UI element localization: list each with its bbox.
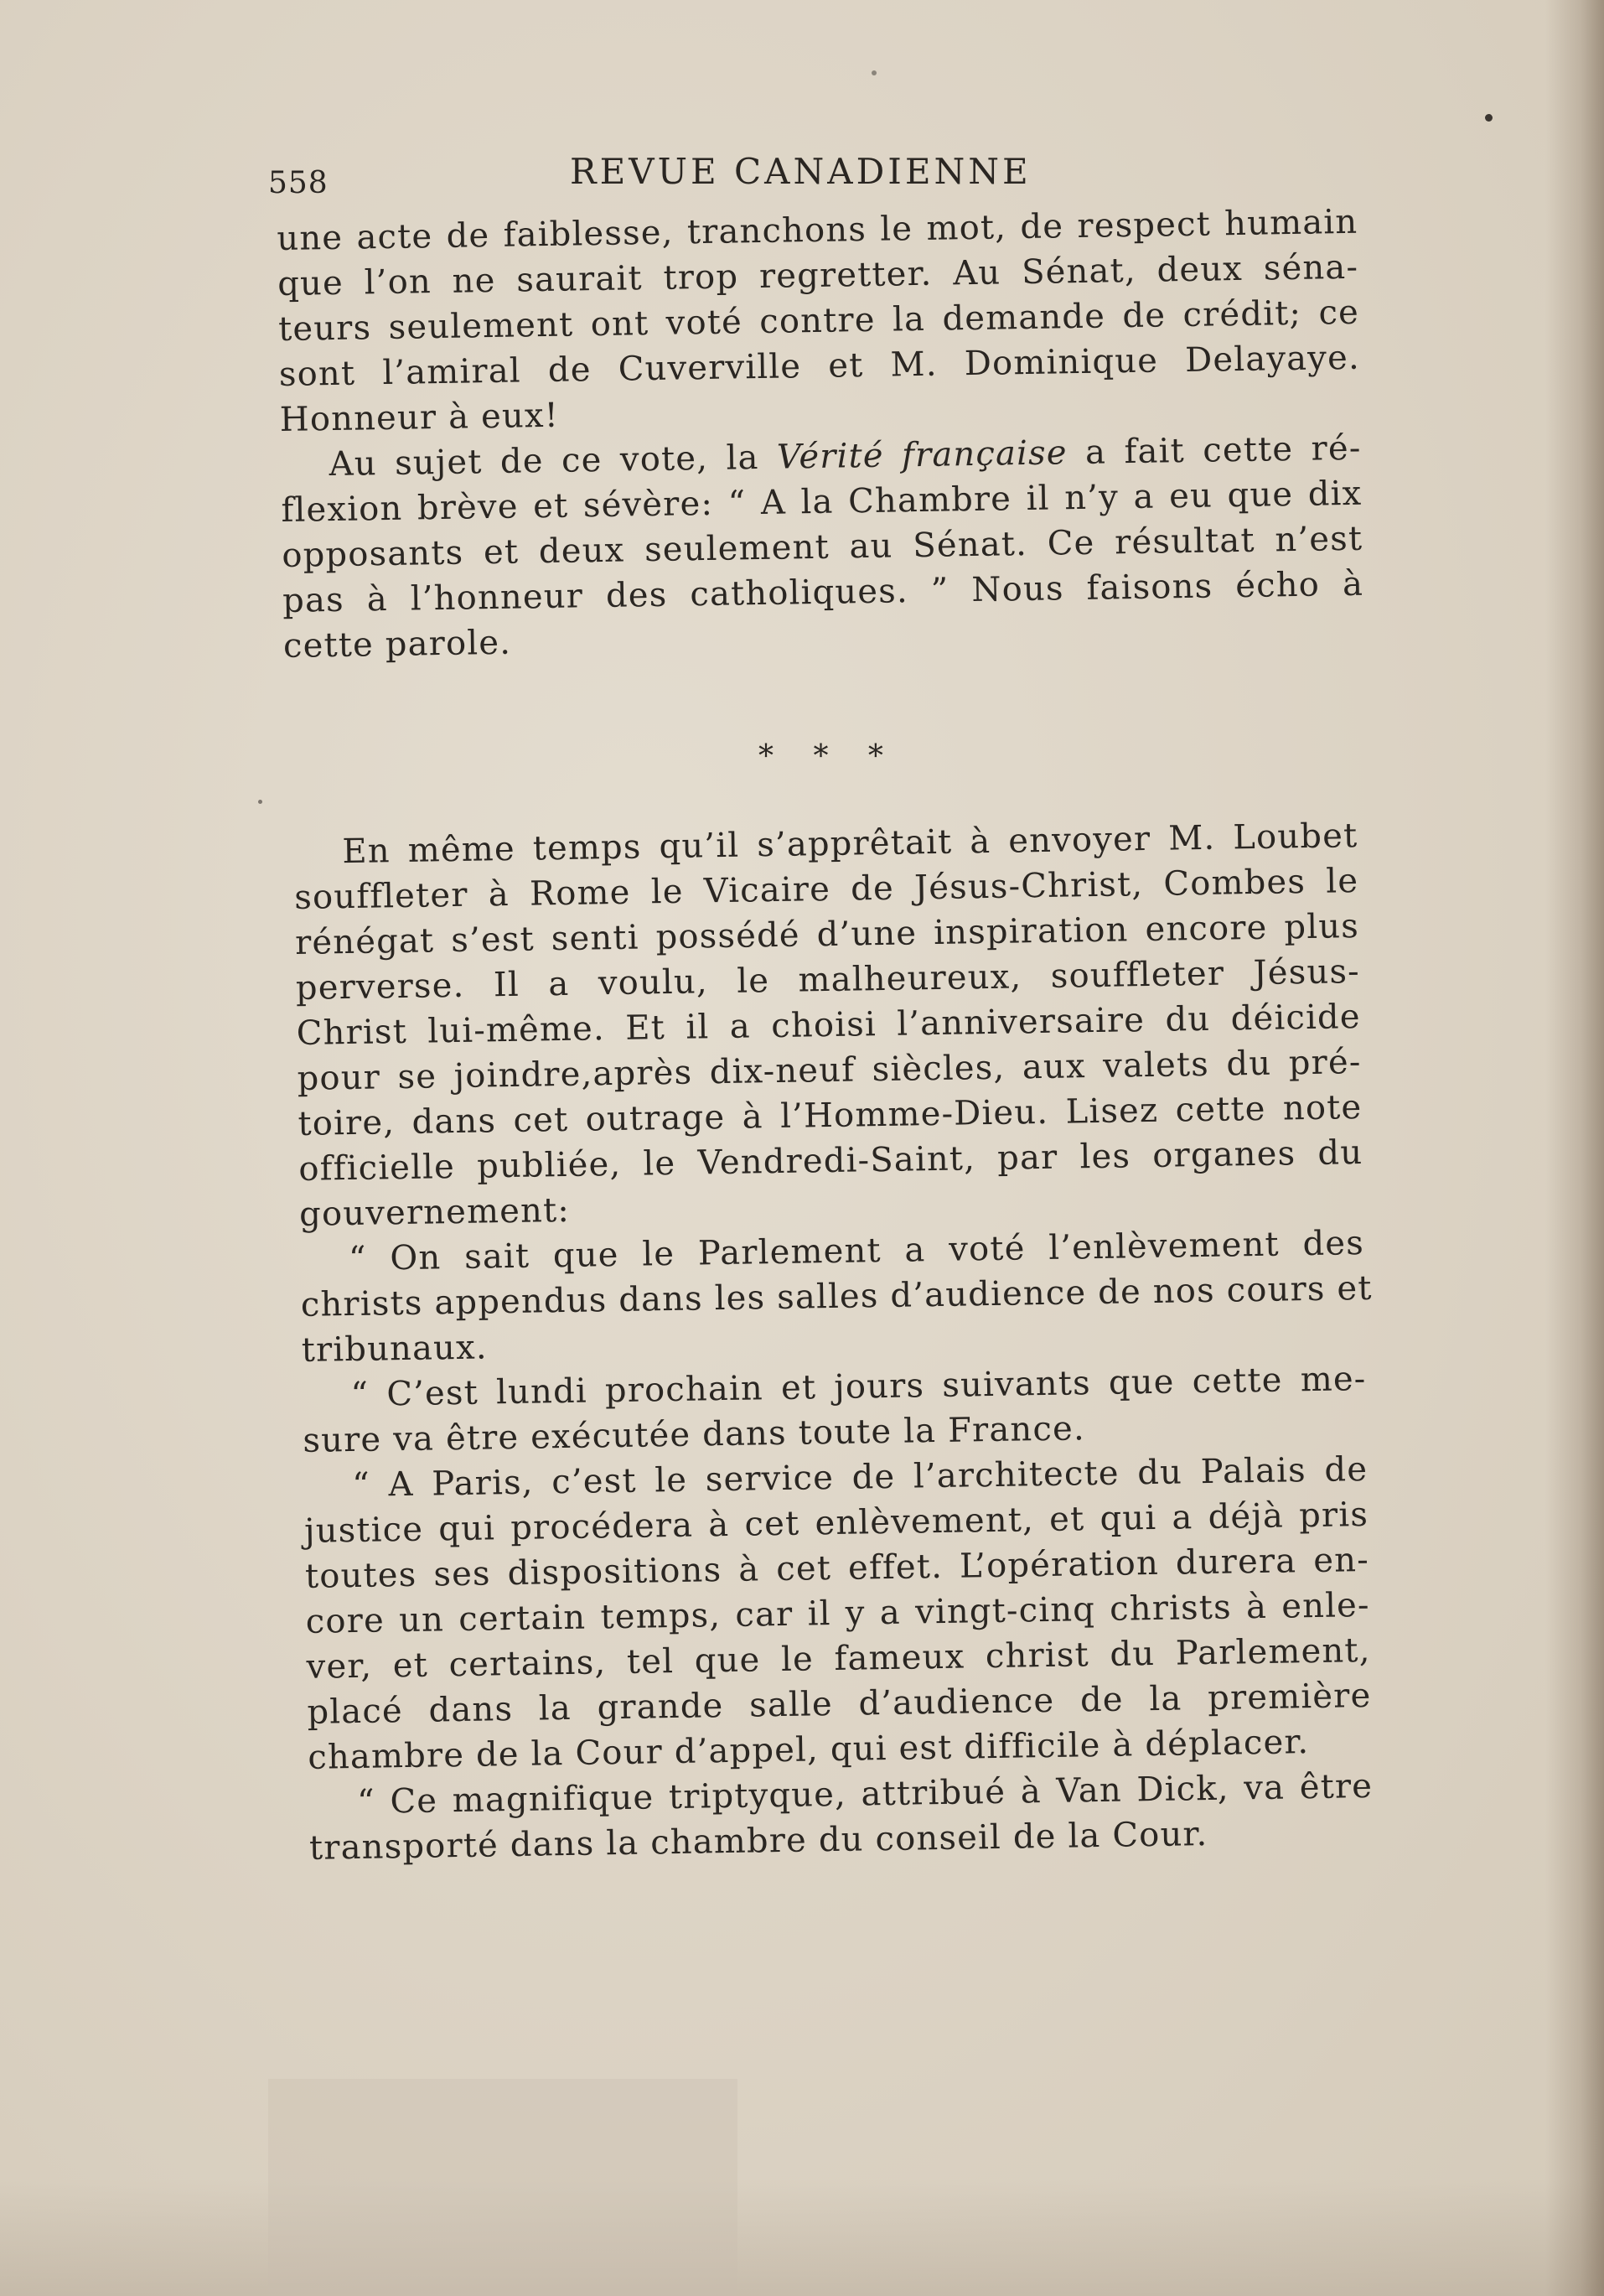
text-line: justice qui procédera à cet enlèvement, et qui a déjà pris (303, 1495, 1369, 1551)
text-line: placé dans la grande salle d’audience de la première (307, 1676, 1372, 1732)
ink-speck (872, 70, 877, 75)
text-line: “ On sait que le Parlement a voté l’enlèvement des (348, 1223, 1365, 1279)
text-line: “ Ce magnifique triptyque, attribué à Van Dick, va être (356, 1766, 1374, 1822)
text-line: souffleter à Rome le Vicaire de Jésus-Christ, Combes le (293, 862, 1359, 917)
text-line: pour se joindre,après dix-neuf siècles, aux valets du pré- (297, 1043, 1362, 1098)
ink-speck (258, 800, 262, 804)
text-line: christs appendus dans les salles d’audience de nos cours et (300, 1268, 1373, 1324)
text-line: ver, et certains, tel que le fameux christ du Parlement, (306, 1630, 1371, 1687)
text-line: opposants et deux seulement au Sénat. Ce résultat n’est (282, 519, 1363, 575)
text-line: perverse. Il a voulu, le malheureux, souffleter Jésus- (295, 952, 1361, 1008)
paragraph-7 (308, 1764, 1374, 1871)
text-line: Honneur à eux! (279, 396, 560, 439)
text-line: que l’on ne saurait trop regretter. Au Sénat, deux séna- (277, 247, 1359, 303)
text-line: pas à l’honneur des catholiques. ” Nous faisons écho à (282, 564, 1364, 620)
text-line: “ C’est lundi prochain et jours suivants que cette me- (350, 1359, 1367, 1415)
text-block-bottom (293, 813, 1374, 1871)
text-line: officielle publiée, le Vendredi-Saint, par les organes du (298, 1133, 1363, 1189)
page-edge-shadow (1545, 0, 1604, 2296)
text-line: Christ lui-même. Et il a choisi l’anniversaire du déicide (296, 998, 1362, 1053)
paragraph-2 (280, 426, 1364, 669)
text-line: teurs seulement ont voté contre la demande de crédit; ce (277, 293, 1360, 349)
text-line: sure va être exécutée dans toute la France. (303, 1409, 1086, 1460)
text-line: rénégat s’est senti possédé d’une inspiration encore plus (294, 907, 1360, 962)
text-line: “ A Paris, c’est le service de l’architecte du Palais de (351, 1449, 1369, 1505)
text-block-top (277, 200, 1364, 669)
text-fragment: Au sujet de ce vote, la (329, 438, 778, 485)
text-line: toire, dans cet outrage à l’Homme-Dieu. Lisez cette note (298, 1088, 1363, 1143)
paragraph-5 (302, 1356, 1368, 1464)
journal-title: Vérité française (776, 433, 1068, 477)
text-line: En même temps qu’il s’apprêtait à envoyer M. Loubet (342, 816, 1358, 872)
paragraph-6 (303, 1447, 1373, 1780)
text-line: toutes ses dispositions à cet effet. L’opération durera en- (304, 1540, 1370, 1596)
text-line: cette parole. (282, 623, 512, 666)
text-line: gouvernement: (298, 1190, 571, 1234)
text-line: transporté dans la chambre du conseil de la Cour. (308, 1815, 1208, 1868)
bottom-shadow (0, 2179, 1604, 2296)
text-line: core un certain temps, car il y a vingt-cinq christs à enle- (305, 1585, 1371, 1641)
ink-speck (1485, 114, 1493, 122)
running-title: REVUE CANADIENNE (570, 151, 1032, 192)
text-line: tribunaux. (301, 1328, 489, 1370)
text-fragment: a fait cette ré- (1067, 428, 1362, 473)
page-number: 558 (268, 166, 329, 200)
paragraph-3 (293, 813, 1363, 1237)
paragraph-1 (277, 200, 1361, 443)
paper-stain (268, 2079, 737, 2296)
text-line: flexion brève et sévère: “ A la Chambre il n’y a eu que dix (281, 474, 1363, 530)
text-line: une acte de faiblesse, tranchons le mot, de respect humain (277, 202, 1358, 258)
paragraph-4 (300, 1221, 1373, 1373)
section-separator: * * * (758, 739, 898, 774)
text-line: chambre de la Cour d’appel, qui est difficile à déplacer. (308, 1723, 1310, 1777)
text-line: sont l’amiral de Cuverville et M. Dominique Delayaye. (278, 338, 1361, 394)
page-header (268, 151, 1358, 201)
